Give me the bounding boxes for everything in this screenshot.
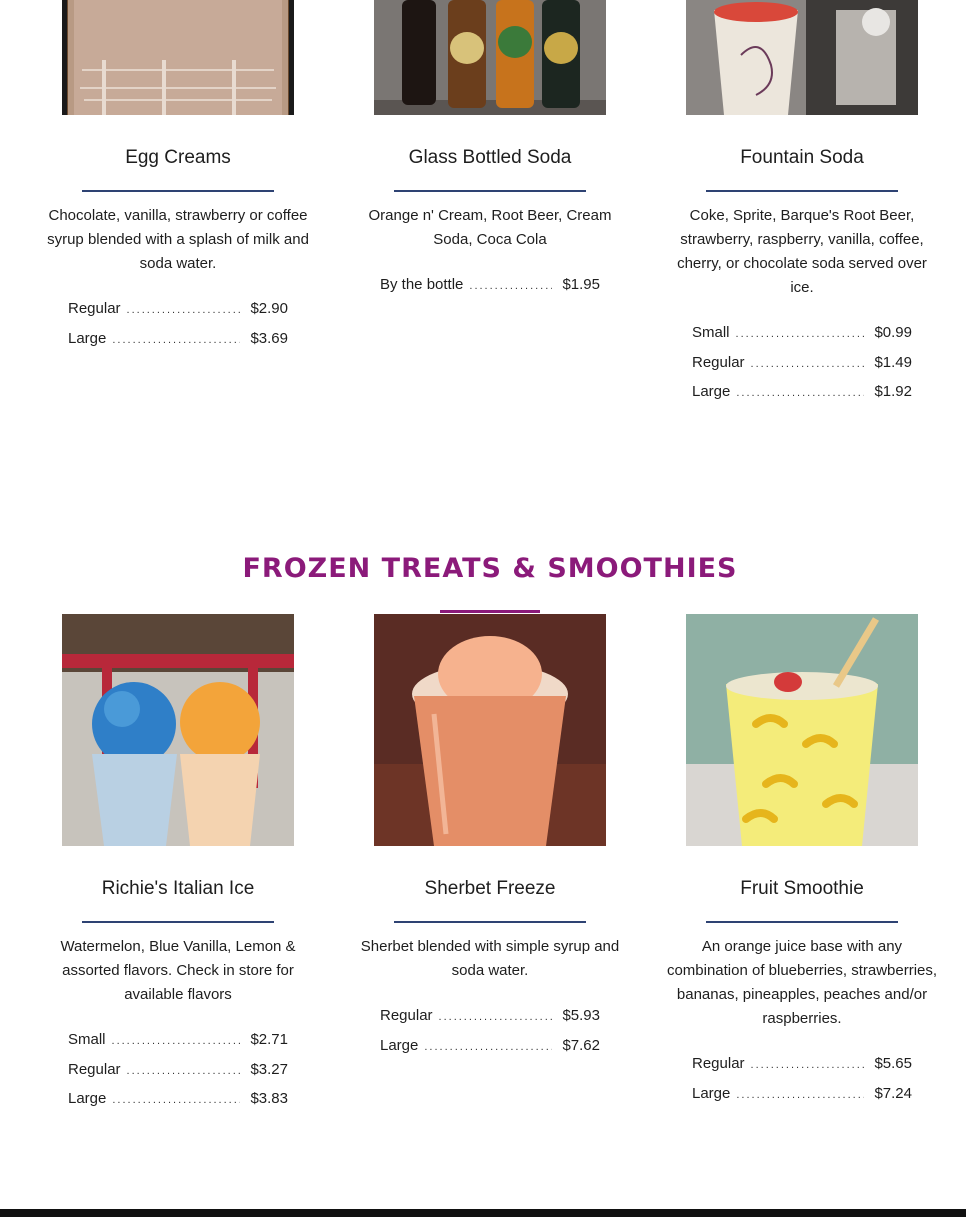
- item-description: Chocolate, vanilla, strawberry or coffee syrup blended with a splash of milk and soda water.: [47, 207, 309, 272]
- size-label: Small: [68, 1031, 106, 1048]
- bottled-soda-photo: [374, 0, 606, 115]
- dot-leader: [112, 1035, 241, 1047]
- item-description: Coke, Sprite, Barque's Root Beer, strawberry, raspberry, vanilla, coffee, cherry, or chocolate soda served over ice.: [677, 207, 927, 296]
- size-label: Regular: [692, 353, 745, 371]
- dot-leader: [736, 1089, 864, 1101]
- price-amount: $3.69: [250, 329, 288, 347]
- size-label: Regular: [68, 1060, 121, 1078]
- price-row: [692, 324, 912, 354]
- dot-leader: [751, 358, 865, 370]
- section-heading: FROZEN TREATS & SMOOTHIES: [242, 553, 738, 584]
- price-row: [380, 1037, 600, 1067]
- price-row: [68, 1090, 288, 1120]
- size-label: Large: [68, 329, 107, 347]
- italian-ice-cups-photo: [62, 614, 294, 846]
- price-amount: $3.27: [250, 1060, 288, 1078]
- price-amount: $1.92: [874, 383, 912, 400]
- price-amount: $0.99: [874, 324, 912, 341]
- dot-leader: [112, 334, 240, 346]
- size-label: Large: [692, 1084, 731, 1102]
- price-row: [692, 354, 912, 384]
- price-list: [68, 1031, 288, 1120]
- size-label: Large: [692, 383, 731, 400]
- price-list: [68, 300, 288, 359]
- banana-cup-smoothie-photo: [686, 614, 918, 846]
- section-divider: [440, 610, 540, 613]
- item-title: Egg Creams: [125, 147, 231, 168]
- dot-leader: [424, 1041, 552, 1053]
- item-title: Fountain Soda: [740, 147, 864, 168]
- title-divider: [394, 921, 586, 923]
- price-row: [380, 276, 600, 306]
- size-label: Small: [692, 324, 730, 341]
- price-list: [692, 1055, 912, 1114]
- item-description: Watermelon, Blue Vanilla, Lemon & assorted flavors. Check in store for available flavors: [60, 938, 296, 1003]
- price-row: [692, 1085, 912, 1115]
- price-amount: $2.71: [250, 1031, 288, 1048]
- price-row: [692, 1055, 912, 1085]
- fountain-soda-cup-photo: [686, 0, 918, 115]
- price-amount: $1.49: [874, 353, 912, 371]
- item-title: Sherbet Freeze: [424, 878, 556, 899]
- price-amount: $2.90: [250, 300, 288, 317]
- dot-leader: [469, 280, 552, 292]
- item-title: Fruit Smoothie: [740, 878, 864, 899]
- item-title: Richie's Italian Ice: [101, 878, 255, 899]
- price-row: [68, 300, 288, 330]
- dot-leader: [751, 1059, 865, 1071]
- title-divider: [706, 190, 898, 192]
- price-row: [68, 1061, 288, 1091]
- sherbet-freeze-cup-photo: [374, 614, 606, 846]
- price-list: [380, 276, 600, 306]
- price-amount: $7.62: [562, 1036, 600, 1054]
- dot-leader: [127, 1065, 241, 1077]
- title-divider: [82, 921, 274, 923]
- dot-leader: [736, 387, 864, 399]
- item-description: Orange n' Cream, Root Beer, Cream Soda, Coca Cola: [368, 207, 612, 248]
- size-label: Regular: [380, 1007, 433, 1024]
- price-amount: $7.24: [874, 1084, 912, 1102]
- size-label: Regular: [692, 1055, 745, 1072]
- footer-bar: [0, 1209, 966, 1217]
- price-amount: $3.83: [250, 1090, 288, 1107]
- price-row: [692, 383, 912, 413]
- price-amount: $5.65: [874, 1055, 912, 1072]
- price-amount: $1.95: [562, 276, 600, 293]
- size-label: By the bottle: [380, 276, 464, 293]
- egg-cream-glass-photo: [62, 0, 294, 115]
- title-divider: [394, 190, 586, 192]
- price-row: [68, 1031, 288, 1061]
- item-description: Sherbet blended with simple syrup and soda water.: [360, 938, 620, 979]
- price-row: [68, 330, 288, 360]
- title-divider: [82, 190, 274, 192]
- item-title: Glass Bottled Soda: [408, 147, 572, 168]
- size-label: Regular: [68, 300, 121, 317]
- price-list: [692, 324, 912, 413]
- title-divider: [706, 921, 898, 923]
- price-list: [380, 1007, 600, 1066]
- dot-leader: [127, 304, 241, 316]
- size-label: Large: [68, 1090, 107, 1107]
- item-description: An orange juice base with any combination of blueberries, strawberries, bananas, pineapples, peaches and/or raspberries.: [666, 938, 938, 1027]
- size-label: Large: [380, 1036, 419, 1054]
- price-amount: $5.93: [562, 1007, 600, 1024]
- dot-leader: [112, 1094, 240, 1106]
- dot-leader: [736, 328, 865, 340]
- price-row: [380, 1007, 600, 1037]
- dot-leader: [439, 1011, 553, 1023]
